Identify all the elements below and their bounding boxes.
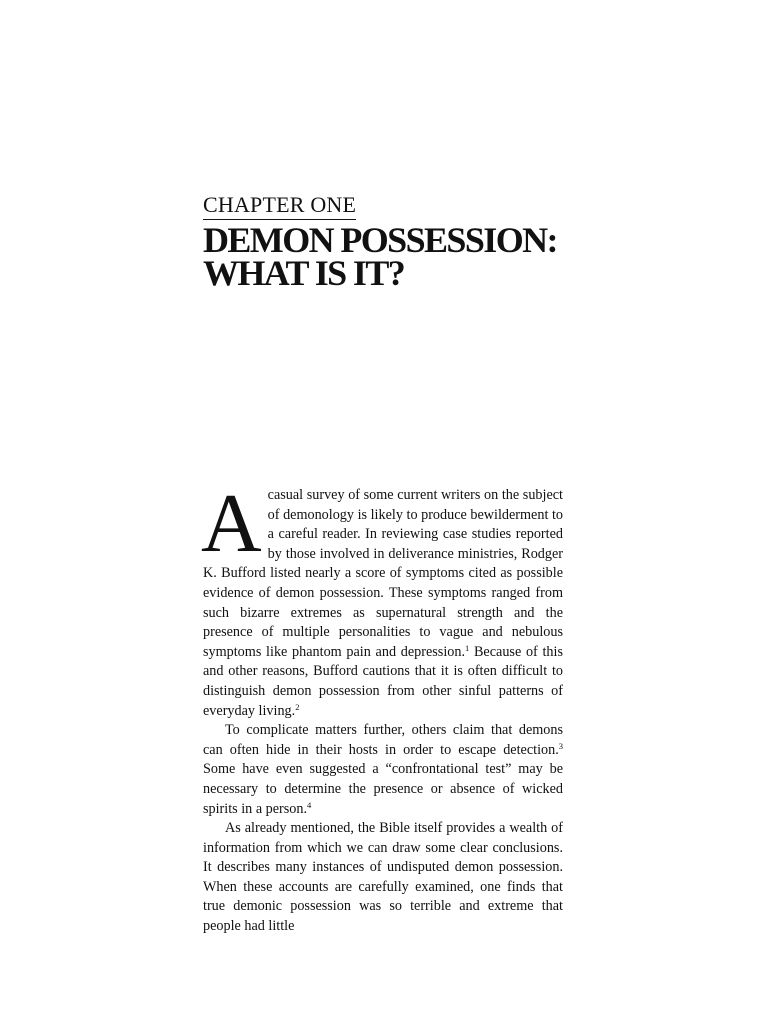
drop-cap: A [201,477,262,570]
paragraph-1 [201,477,563,721]
paragraph-2-text-a: To complicate matters further, others claim that demons can often hide in their hosts in order to escape detection. [203,722,563,758]
paragraph-1-text-a: casual survey of some current writers on the subject of demonology is likely to produce bewilderment to a careful reader. In reviewing case studies reported by those involved in deliverance ministries, Rodger K. Bufford listed nearly a score of symptoms cited as possible evidence of demon possession. These symptoms ranged from such bizarre extremes as supernatural strength and the presence of multiple personalities to vague and nebulous symptoms like phantom pain and depression. [203,487,563,660]
chapter-title-line-2: WHAT IS IT? [203,253,405,293]
paragraph-2-text-b: Some have even suggested a “confrontational test” may be necessary to determine the presence or absence of wicked spirits in a person. [203,761,563,817]
body-text [201,477,563,937]
paragraph-1-text-b: Because of this and other reasons, Bufford cautions that it is often difficult to distinguish demon possession from other sinful patterns of everyday living. [203,643,563,719]
chapter-title-line-1: DEMON POSSESSION: [203,220,557,260]
paragraph-2 [203,721,563,819]
footnote-ref-1: 1 [465,642,470,653]
footnote-ref-4: 4 [307,799,312,810]
chapter-title [203,220,583,293]
footnote-ref-3: 3 [558,740,563,751]
paragraph-3: As already mentioned, the Bible itself provides a wealth of information from which we can draw some clear conclusions. It describes many instances of undisputed demon possession. When these accounts are carefully examined, one finds that true demonic possession was so terrible and extreme that people had little [203,820,563,935]
footnote-ref-2: 2 [295,701,300,712]
chapter-label: CHAPTER ONE [203,192,356,220]
